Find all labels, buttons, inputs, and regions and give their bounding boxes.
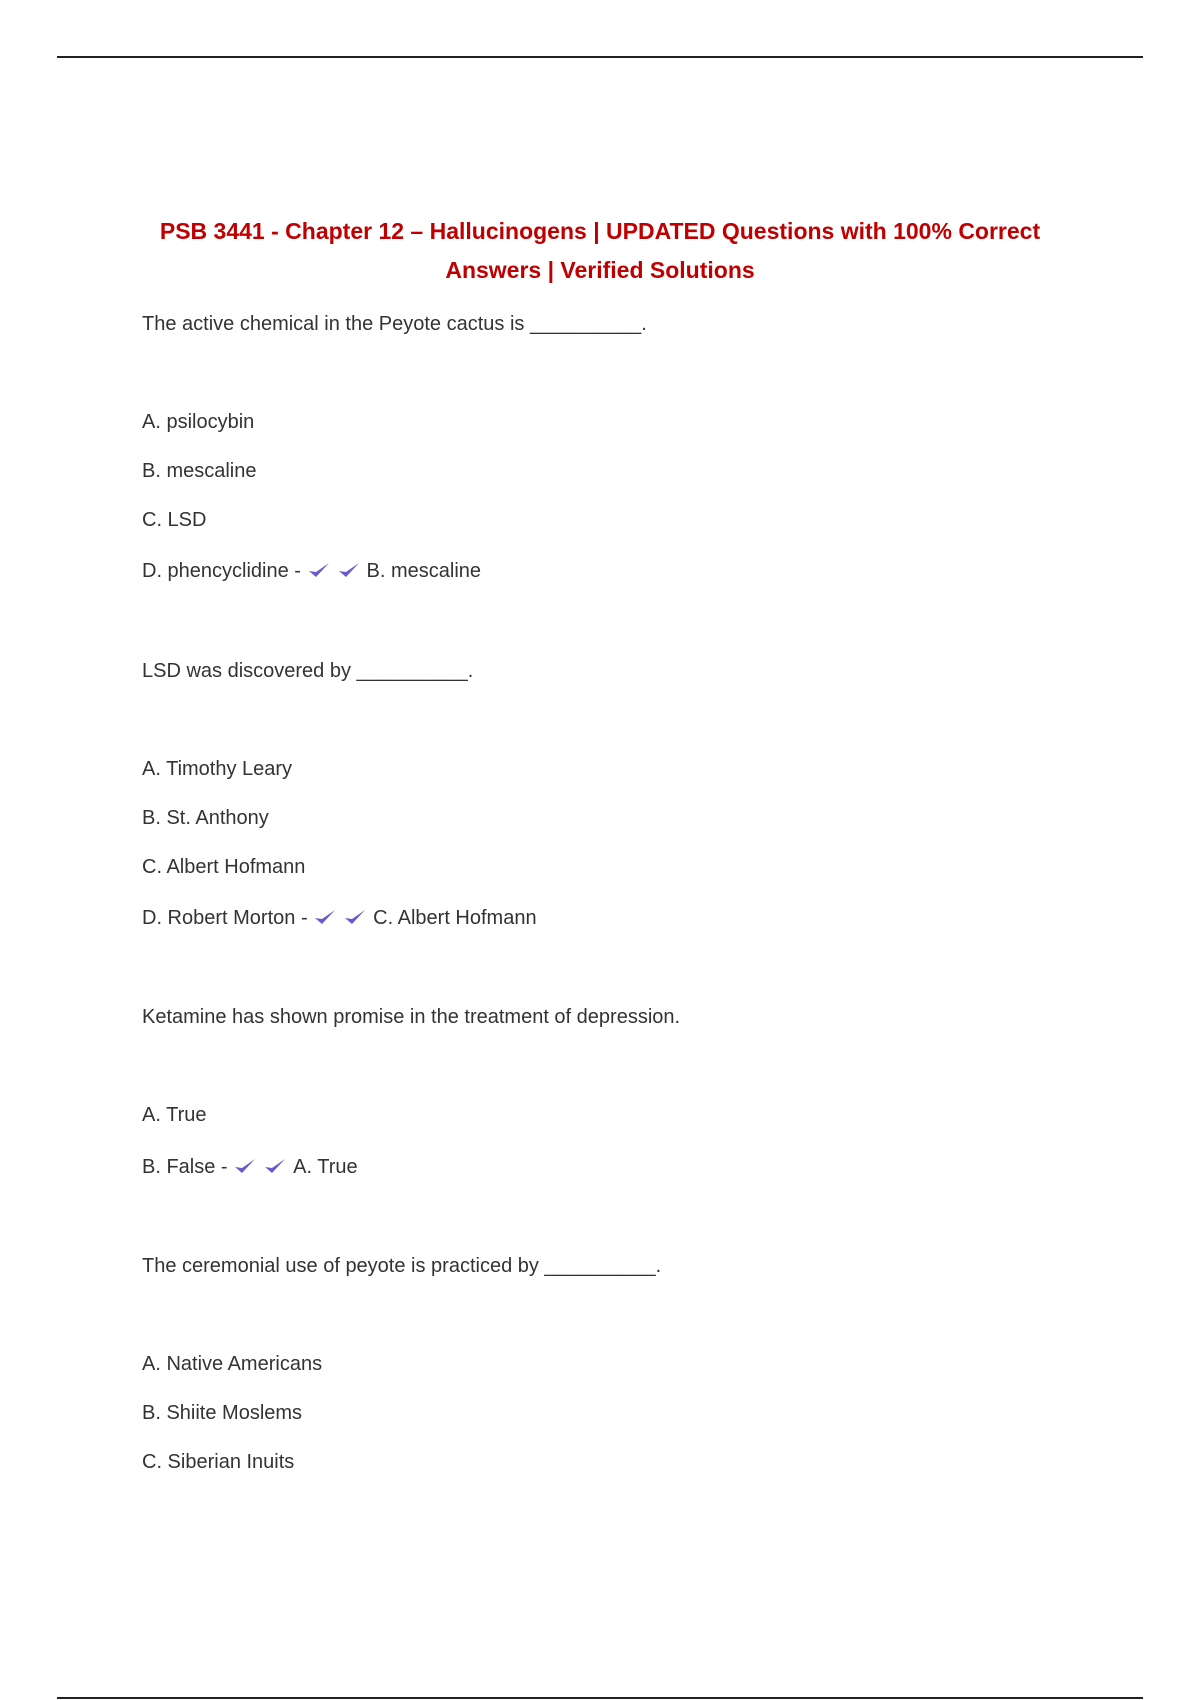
check-icon	[307, 560, 331, 580]
question-1-prompt: The active chemical in the Peyote cactus is __________.	[142, 313, 647, 335]
question-3-option-b: B. False -	[142, 1156, 228, 1178]
question-3-prompt: Ketamine has shown promise in the treatment of depression.	[142, 1006, 681, 1028]
question-1-option-d-row	[142, 558, 481, 584]
question-4-prompt: The ceremonial use of peyote is practiced by __________.	[142, 1255, 662, 1277]
check-icon	[263, 1156, 287, 1176]
question-2-option-b: B. St. Anthony	[142, 807, 269, 829]
question-3-answer: A. True	[293, 1156, 358, 1178]
question-3-option-b-row	[142, 1154, 358, 1180]
question-2-answer: C. Albert Hofmann	[373, 907, 537, 929]
question-1-option-a: A. psilocybin	[142, 411, 255, 433]
check-icon	[313, 907, 337, 927]
check-icon	[233, 1156, 257, 1176]
footer-rule	[57, 1697, 1143, 1699]
question-2-option-d-row	[142, 905, 537, 931]
header-rule	[57, 56, 1143, 58]
question-1-option-d: D. phencyclidine -	[142, 560, 301, 582]
question-2-option-d: D. Robert Morton -	[142, 907, 308, 929]
question-4-option-b: B. Shiite Moslems	[142, 1402, 303, 1424]
question-4-option-c: C. Siberian Inuits	[142, 1451, 295, 1473]
document-title: PSB 3441 - Chapter 12 – Hallucinogens | UPDATED Questions with 100% Correct Answers | Verified Solutions	[159, 218, 1041, 283]
question-3-option-a: A. True	[142, 1104, 207, 1126]
question-1-answer: B. mescaline	[366, 560, 482, 582]
check-icon	[337, 560, 361, 580]
question-2-prompt: LSD was discovered by __________.	[142, 660, 474, 682]
check-icon	[343, 907, 367, 927]
question-4-option-a: A. Native Americans	[142, 1353, 323, 1375]
question-2-option-a: A. Timothy Leary	[142, 758, 293, 780]
question-1-option-c: C. LSD	[142, 509, 207, 531]
question-2-option-c: C. Albert Hofmann	[142, 856, 306, 878]
question-1-option-b: B. mescaline	[142, 460, 257, 482]
